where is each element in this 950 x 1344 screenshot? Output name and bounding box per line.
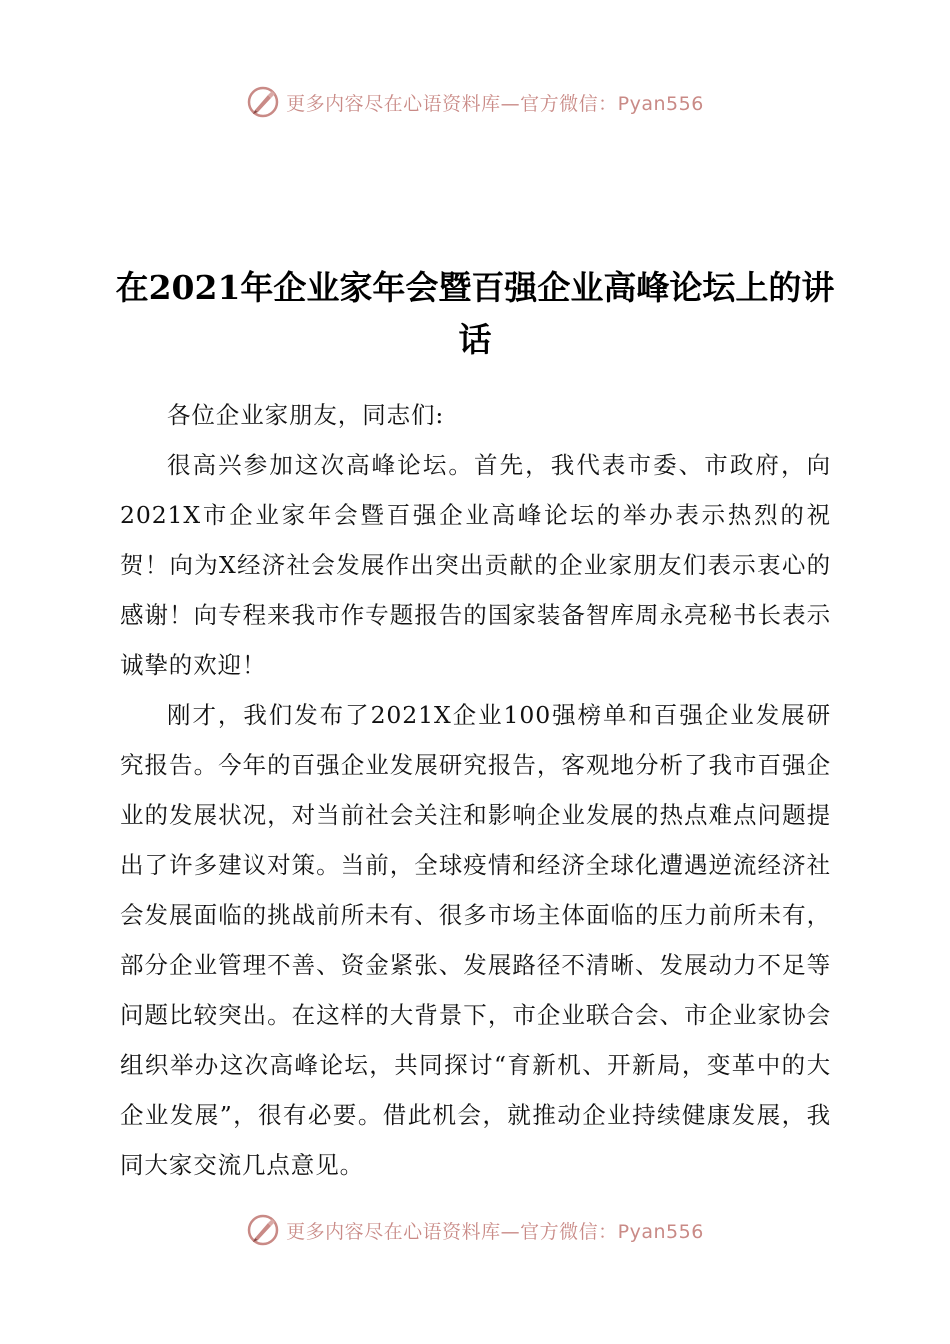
document-title: 在2021年企业家年会暨百强企业高峰论坛上的讲话 (115, 268, 835, 359)
pen-logo-icon (246, 85, 280, 119)
watermark-text: 更多内容尽在心语资料库—官方微信：Pyan556 (286, 1220, 704, 1243)
pen-logo-icon (246, 1213, 280, 1247)
paragraph: 刚才，我们发布了2021X企业100强榜单和百强企业发展研究报告。今年的百强企业发展研究报告，客观地分析了我市百强企业的发展状况，对当前社会关注和影响企业发展的热点难点问题提出了许多建议对策。当前，全球疫情和经济全球化遭遇逆流经济社会发展面临的挑战前所未有、很多市场主体面临的压力前所未有，部分企业管理不善、资金紧张、发展路径不清晰、发展动力不足等问题比较突出。在这样的大背景下，市企业联合会、市企业家协会组织举办这次高峰论坛，共同探讨“育新机、开新局，变革中的大企业发展”，很有必要。借此机会，就推动企业持续健康发展，我同大家交流几点意见。 (120, 701, 831, 1179)
watermark-header (0, 82, 950, 122)
salutation: 各位企业家朋友，同志们: (167, 401, 445, 429)
document-body (120, 390, 831, 1190)
watermark-text: 更多内容尽在心语资料库—官方微信：Pyan556 (286, 92, 704, 115)
paragraph: 很高兴参加这次高峰论坛。首先，我代表市委、市政府，向2021X市企业家年会暨百强企业高峰论坛的举办表示热烈的祝贺！向为X经济社会发展作出突出贡献的企业家朋友们表示衷心的感谢！向专程来我市作专题报告的国家装备智库周永亮秘书长表示诚挚的欢迎！ (120, 451, 831, 679)
watermark-footer (0, 1210, 950, 1250)
